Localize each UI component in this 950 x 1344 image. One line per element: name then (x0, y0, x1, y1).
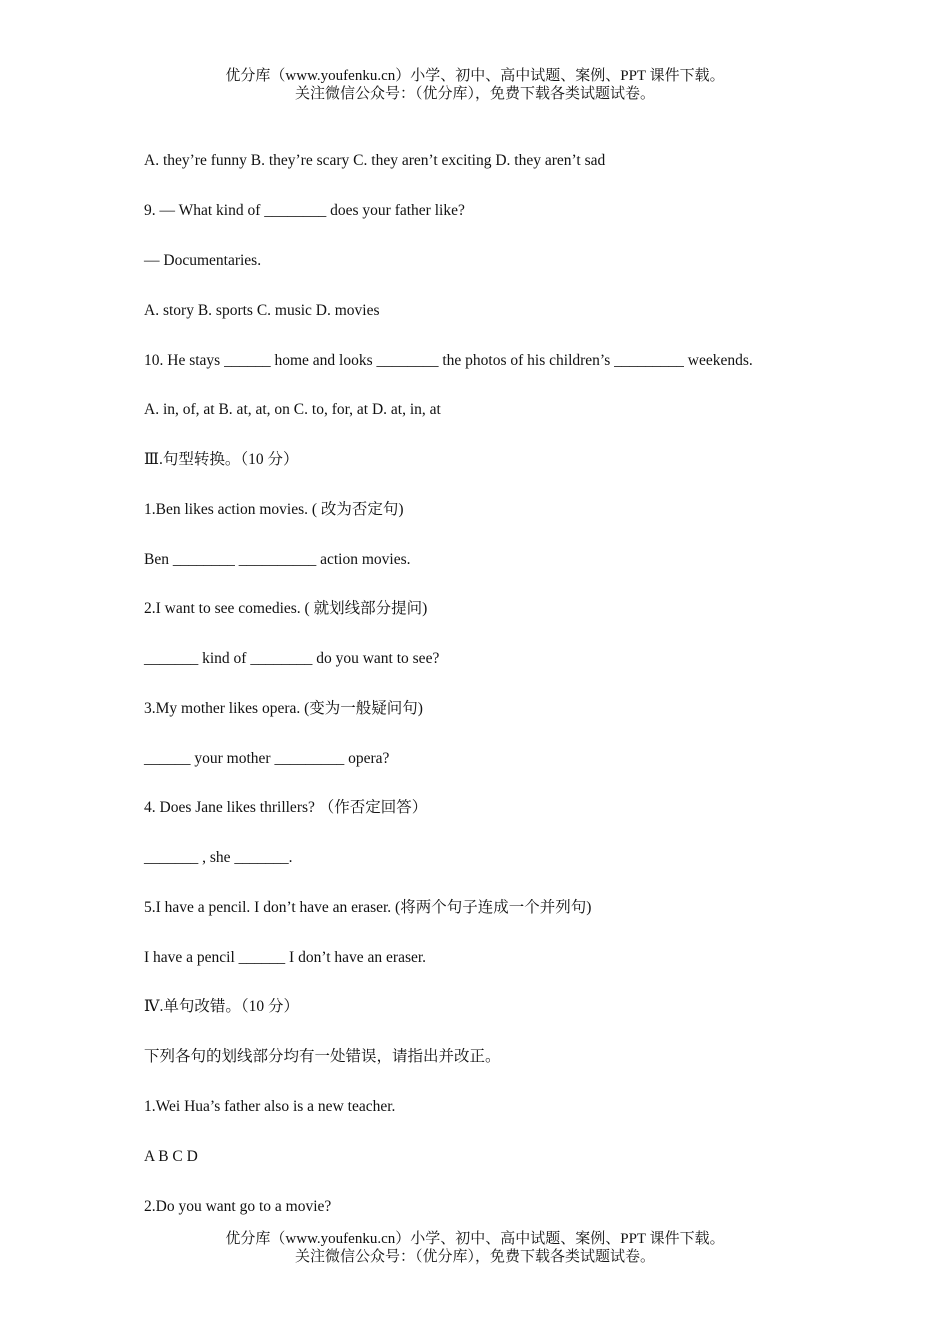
q9-question: 9. — What kind of ________ does your father like? (144, 202, 465, 219)
q8-options: A. they’re funny B. they’re scary C. they aren’t exciting D. they aren’t sad (144, 152, 606, 169)
q9-answer: — Documentaries. (144, 252, 262, 269)
q10-question: 10. He stays ______ home and looks ________ the photos of his children’s _________ weekends. (144, 352, 753, 369)
s3-q5: 5.I have a pencil. I don’t have an eraser. (将两个句子连成一个并列句) (144, 899, 592, 916)
footer-line-1: 优分库（www.youfenku.cn）小学、初中、高中试题、案例、PPT 课件下载。 (225, 1231, 725, 1247)
s3-q3-blank: ______ your mother _________ opera? (144, 750, 390, 767)
s3-q4-blank: _______ , she _______. (144, 849, 293, 866)
section-4-instruction: 下列各句的划线部分均有一处错误，请指出并改正。 (144, 1048, 501, 1065)
page-footer (0, 1230, 950, 1266)
s3-q5-blank: I have a pencil ______ I don’t have an eraser. (144, 949, 427, 966)
s3-q2-blank: _______ kind of ________ do you want to see? (144, 650, 440, 667)
s3-q4: 4. Does Jane likes thrillers? （作否定回答） (144, 799, 428, 816)
header-line-2: 关注微信公众号：（优分库），免费下载各类试题试卷。 (294, 86, 655, 102)
s4-q1: 1.Wei Hua’s father also is a new teacher. (144, 1098, 396, 1115)
footer-line-2: 关注微信公众号：（优分库），免费下载各类试题试卷。 (294, 1249, 655, 1265)
s3-q3: 3.My mother likes opera. (变为一般疑问句) (144, 700, 423, 717)
q9-options: A. story B. sports C. music D. movies (144, 302, 380, 319)
header-line-1: 优分库（www.youfenku.cn）小学、初中、高中试题、案例、PPT 课件下载。 (225, 68, 725, 84)
s3-q1-blank: Ben ________ __________ action movies. (144, 551, 411, 568)
s3-q2: 2.I want to see comedies. ( 就划线部分提问) (144, 600, 428, 617)
section-3-title: Ⅲ.句型转换。（10 分） (144, 451, 299, 468)
q10-options: A. in, of, at B. at, at, on C. to, for, at D. at, in, at (144, 401, 441, 418)
s3-q1: 1.Ben likes action movies. ( 改为否定句) (144, 501, 404, 518)
s4-q2: 2.Do you want go to a movie? (144, 1198, 332, 1215)
page-header (0, 67, 950, 103)
section-4-title: Ⅳ.单句改错。（10 分） (144, 998, 299, 1015)
s4-q1-labels: A B C D (144, 1148, 198, 1165)
